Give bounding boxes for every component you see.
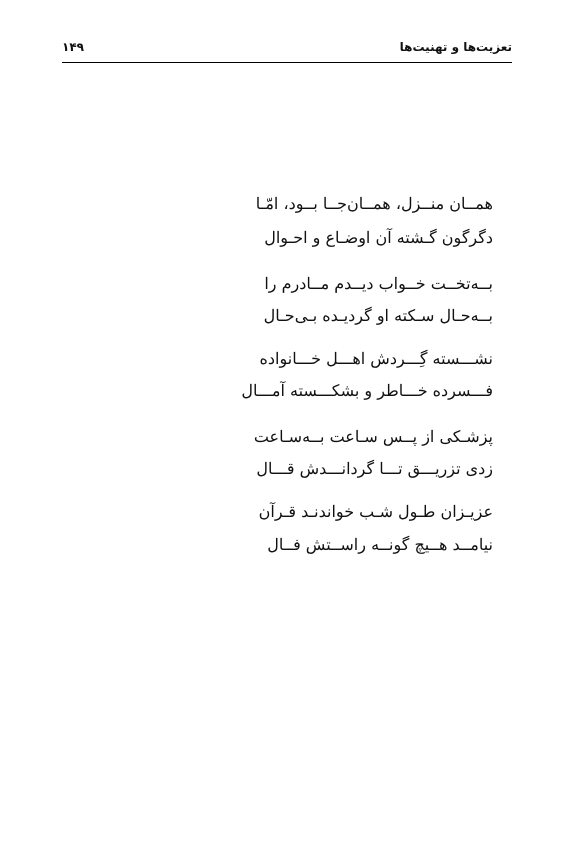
verse-line: پزشـکی از پــس سـاعت بــه‌سـاعت [253, 427, 493, 446]
verse-line: دگرگون گـشته آن اوضـاع و احـوال [264, 228, 493, 247]
verse-line: بــه‌حـال سـکته او گردیـده بـی‌حـال [263, 306, 493, 325]
page-number: ۱۴۹ [62, 40, 84, 54]
verse-line: نیامــد هــیچ گونــه راســتش فــال [267, 535, 493, 554]
chapter-title: تعزیت‌ها و تهنیت‌ها [399, 40, 512, 54]
running-header [62, 38, 512, 60]
verse-line: زدی تزریـــق تـــا گردانـــدش قـــال [256, 459, 493, 478]
verse-line: فـــسرده خـــاطر و بشکـــسته آمـــال [241, 381, 493, 400]
verse-line: بــه‌تخــت خــواب دیــدم مــادرم را [264, 274, 493, 293]
header-divider [62, 62, 512, 63]
verse-line: همــان منــزل، همــان‌جــا بــود، امّـا [255, 194, 493, 213]
verse-line: عزیـزان طـول شـب خواندنـد قـرآن [258, 502, 493, 521]
verse-line: نشـــسته گِـــردش اهـــل خـــانواده [259, 349, 493, 368]
